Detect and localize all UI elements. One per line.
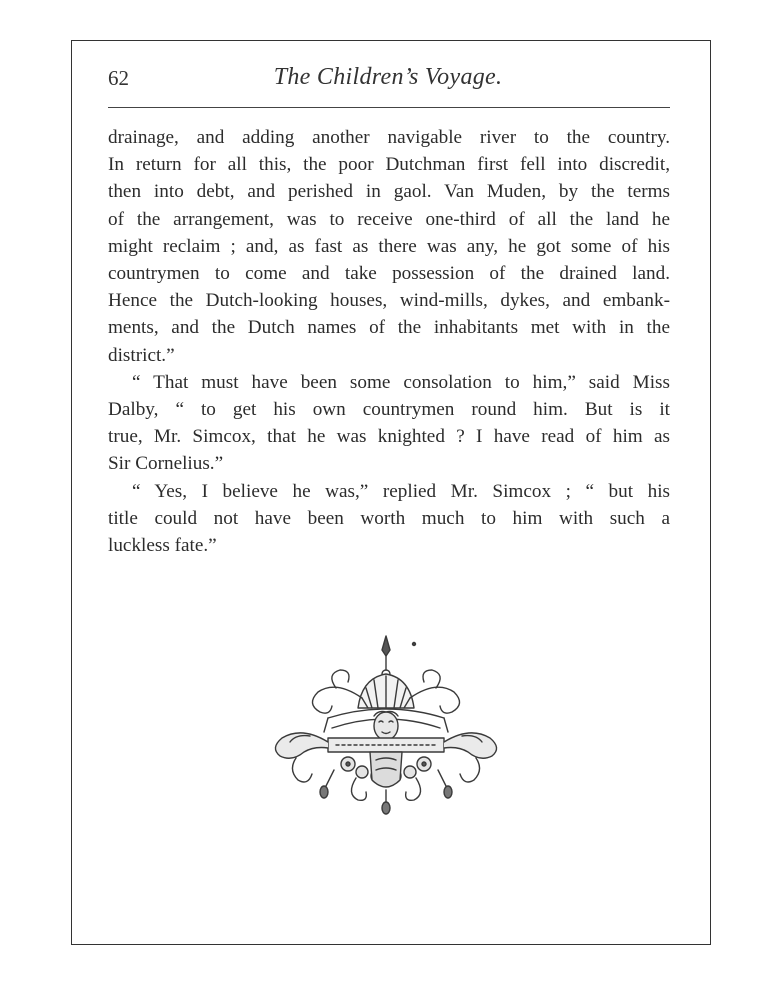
text-line: “ That must have been some consolation to him,” said Miss bbox=[132, 371, 670, 393]
text-line: title could not have been worth much to him with such a bbox=[108, 507, 670, 529]
text-line: drainage, and adding another navigable river to the country. bbox=[108, 127, 670, 148]
page-number: 62 bbox=[108, 66, 129, 90]
text-line: Dalby, “ to get his own countrymen round him. But is it bbox=[108, 399, 670, 421]
text-line: of the arrangement, was to receive one-third of all the land he bbox=[108, 208, 670, 230]
text-line: Hence the Dutch-looking houses, wind-mills, dykes, and embank- bbox=[108, 290, 670, 312]
page-header bbox=[108, 62, 668, 98]
text-line: true, Mr. Simcox, that he was knighted ? I have read of him as bbox=[108, 426, 670, 448]
text-line: might reclaim ; and, as fast as there was any, he got some of his bbox=[108, 235, 670, 257]
text-line: luckless fate.” bbox=[108, 535, 217, 557]
text-line: “ Yes, I believe he was,” replied Mr. Simcox ; “ but his bbox=[132, 480, 670, 502]
header-rule bbox=[108, 107, 670, 108]
text-line: Sir Cornelius.” bbox=[108, 453, 224, 475]
text-line: ments, and the Dutch names of the inhabitants met with in the bbox=[108, 317, 670, 339]
text-line: In return for all this, the poor Dutchman first fell into discredit, bbox=[108, 154, 670, 176]
text-line: countrymen to come and take possession of the drained land. bbox=[108, 263, 670, 285]
running-title: The Children’s Voyage. bbox=[273, 64, 503, 90]
floral-crest-vignette-icon bbox=[266, 630, 522, 820]
text-line: then into debt, and perished in gaol. Van Muden, by the terms bbox=[108, 181, 670, 203]
text-line: district.” bbox=[108, 344, 175, 366]
body-text bbox=[108, 124, 670, 559]
